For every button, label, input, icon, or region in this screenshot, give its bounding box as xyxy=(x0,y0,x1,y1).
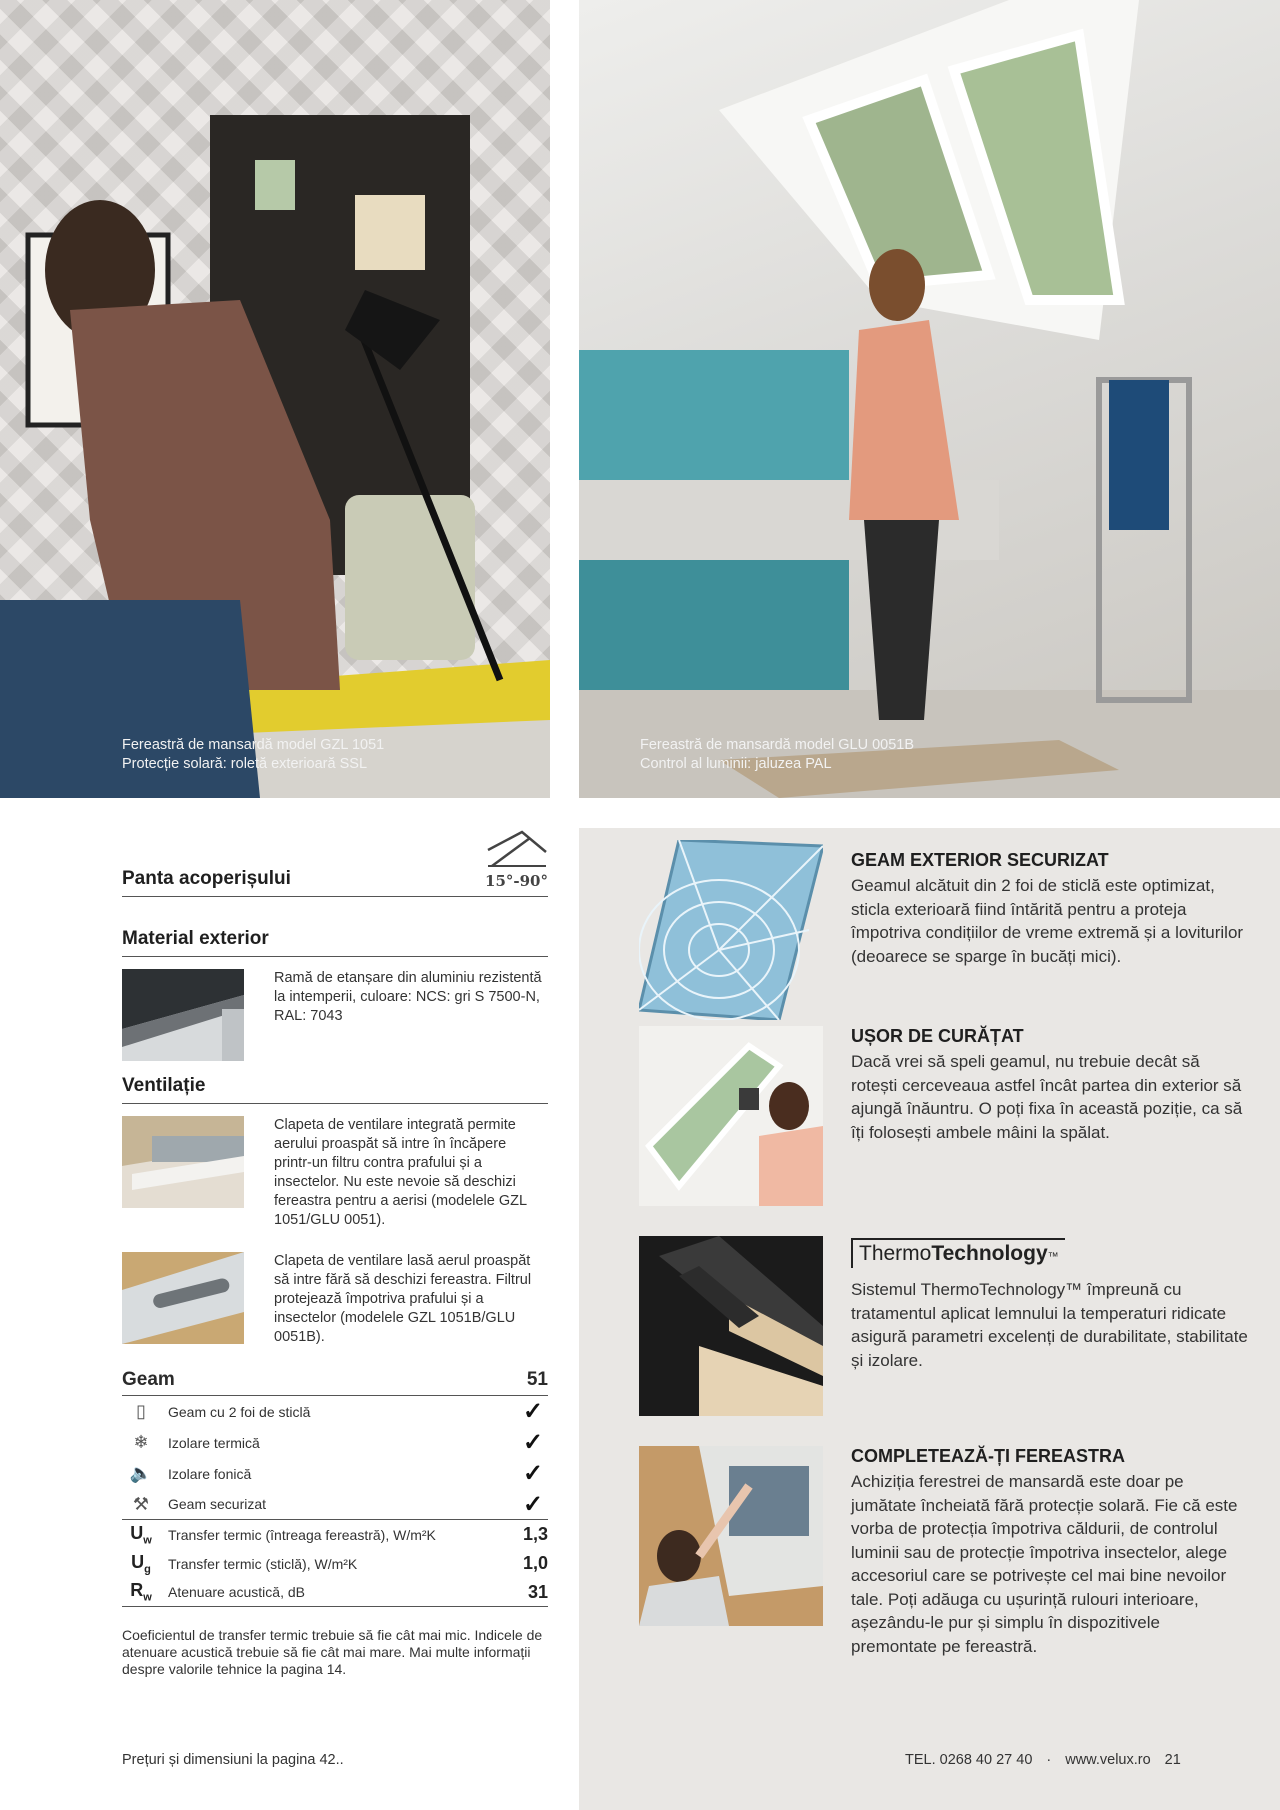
ventilation-text-2: Clapeta de ventilare lasă aerul proaspăt să intre fără să deschizi fereastra. Filtrul protejează împotriva prafului și a insectelor (modelele GZL 1051B/GLU 0051B). xyxy=(274,1253,532,1345)
ventilation-text-1: Clapeta de ventilare integrată permite aerului proaspăt să intre în încăpere printr-un filtru contra prafului și a insectelor. Nu este nevoie să deschizi fereastra pentru a aerisi (modelele GZL 1051/GLU 0051). xyxy=(274,1117,527,1228)
roof-slope-header xyxy=(122,868,548,897)
check-icon: ✓ xyxy=(522,1460,544,1487)
complete-window-title: COMPLETEAZĂ-ȚI FEREASTRA xyxy=(851,1446,1125,1466)
material-section xyxy=(122,928,548,1061)
footer-website-link[interactable]: www.velux.ro xyxy=(1065,1752,1151,1768)
photo-left-caption-line1: Fereastră de mansardă model GZL 1051 xyxy=(122,737,385,753)
material-title: Material exterior xyxy=(122,928,548,957)
check-icon: ✓ xyxy=(522,1490,544,1518)
ventilation-thumbnail-1 xyxy=(122,1116,244,1208)
safety-glass-content xyxy=(851,840,1249,1020)
roof-slope-icon xyxy=(486,830,548,868)
photo-woman-in-bathroom xyxy=(579,0,1280,798)
glass-feature-row xyxy=(122,1427,548,1458)
glass-feature-label: Geam cu 2 foi de sticlă xyxy=(168,1403,311,1420)
glass-feature-row xyxy=(122,1458,548,1489)
glass-feature-label: Izolare termică xyxy=(168,1434,260,1451)
footer-page-number: 21 xyxy=(1164,1752,1181,1768)
footer-prices-note: Prețuri și dimensiuni la pagina 42.. xyxy=(122,1752,344,1768)
roof-slope-title: Panta acoperișului xyxy=(122,868,291,889)
footer-phone: TEL. 0268 40 27 40 xyxy=(905,1752,1033,1768)
complete-window-image xyxy=(639,1446,823,1626)
easy-cleaning-title: UȘOR DE CURĂȚAT xyxy=(851,1026,1024,1046)
ventilation-row-1 xyxy=(122,1116,548,1230)
thermo-logo-tm: ™ xyxy=(1047,1251,1059,1263)
check-icon: ✓ xyxy=(522,1429,544,1456)
photo-right-illustration xyxy=(579,0,1280,798)
value-label: Transfer termic (întreaga fereastră), W/m²K xyxy=(168,1526,436,1543)
safety-glass-image xyxy=(639,840,823,1020)
value-symbol-subscript: w xyxy=(143,1591,152,1604)
value-symbol xyxy=(122,1523,160,1547)
feature-easy-cleaning xyxy=(639,1026,1249,1206)
complete-window-content xyxy=(851,1446,1249,1658)
ventilation-title: Ventilație xyxy=(122,1075,548,1104)
value-symbol-subscript: g xyxy=(144,1563,151,1576)
footer-contact xyxy=(905,1752,1181,1768)
double-glass-icon: ▯ xyxy=(136,1401,146,1421)
feature-complete-window xyxy=(639,1446,1249,1658)
photo-right-caption-line1: Fereastră de mansardă model GLU 0051B xyxy=(640,737,915,753)
value-symbol-subscript: w xyxy=(143,1534,152,1547)
photo-left-illustration xyxy=(0,0,550,798)
complete-window-text: Achiziția ferestrei de mansardă este doar pe jumătate încheiată fără protecție solară. Fie că este vorba de protecția împotriva căldurii, de controlul luminii sau de protecție împotriva insectelor, alege accesoriul care se potrivește cel mai bine nevoilor tale. Poți adăuga cu ușurință rulouri interioare, așezându-le pur și simplu în dispozitivele premontate pe fereastră. xyxy=(851,1472,1238,1656)
value-number: 31 xyxy=(527,1581,548,1602)
glass-note: Coeficientul de transfer termic trebuie să fie cât mai mic. Indicele de atenuare acustică trebuie să fie cât mai mare. Mai multe informații despre valorile tehnice la pagina 14. xyxy=(122,1627,543,1677)
glass-feature-row xyxy=(122,1489,548,1520)
material-thumbnail xyxy=(122,969,244,1061)
photo-left-caption-line2: Protecție solară: roletă exterioară SSL xyxy=(122,756,368,772)
glass-feature-row xyxy=(122,1396,548,1427)
thermo-technology-logo xyxy=(851,1238,1065,1268)
value-symbol-letter: U xyxy=(130,1522,144,1543)
photo-man-at-desk xyxy=(0,0,550,798)
glass-title: Geam xyxy=(122,1369,175,1390)
photo-left-caption xyxy=(122,736,384,774)
value-label: Transfer termic (sticlă), W/m²K xyxy=(168,1555,358,1572)
thermo-technology-content xyxy=(851,1236,1249,1416)
value-number: 1,0 xyxy=(522,1553,548,1573)
glass-code: 51 xyxy=(526,1369,548,1390)
speaker-icon: 🔈 xyxy=(129,1463,153,1483)
easy-cleaning-image xyxy=(639,1026,823,1206)
glass-feature-label: Izolare fonică xyxy=(168,1465,252,1482)
thermo-technology-image xyxy=(639,1236,823,1416)
easy-cleaning-content xyxy=(851,1026,1249,1206)
roof-slope-section xyxy=(122,820,548,900)
thermo-logo-part1: Thermo xyxy=(859,1242,932,1265)
value-symbol xyxy=(122,1580,160,1604)
glass-feature-label: Geam securizat xyxy=(168,1496,267,1512)
snowflake-icon: ❄ xyxy=(133,1432,149,1452)
value-symbol-letter: U xyxy=(131,1551,145,1572)
glass-header xyxy=(122,1369,548,1396)
thermo-technology-text: Sistemul ThermoTechnology™ împreună cu tratamentul aplicat lemnului la temperaturi ridicate asigură parametri excelenți de durabilitate, stabilitate și izolare. xyxy=(851,1280,1248,1370)
features-panel xyxy=(579,828,1280,1810)
feature-thermo-technology xyxy=(639,1236,1249,1416)
glass-value-row xyxy=(122,1578,548,1607)
value-number: 1,3 xyxy=(522,1524,548,1544)
value-label: Atenuare acustică, dB xyxy=(168,1584,305,1600)
hammer-icon: ⚒ xyxy=(132,1493,150,1514)
thermo-logo-part2: Technology xyxy=(931,1242,1048,1265)
footer-separator: · xyxy=(1046,1752,1052,1768)
photo-right-caption-line2: Control al luminii: jaluzea PAL xyxy=(640,756,832,772)
safety-glass-title: GEAM EXTERIOR SECURIZAT xyxy=(851,850,1109,870)
glass-section xyxy=(122,1369,548,1678)
roof-slope-value: 15°-90° xyxy=(485,872,548,890)
glass-value-row xyxy=(122,1520,548,1549)
value-symbol xyxy=(122,1552,160,1576)
glass-value-row xyxy=(122,1549,548,1578)
ventilation-row-2 xyxy=(122,1252,548,1347)
ventilation-section xyxy=(122,1075,548,1347)
ventilation-thumbnail-2 xyxy=(122,1252,244,1344)
specs-column xyxy=(122,820,548,1678)
photo-right-caption xyxy=(640,736,914,774)
material-row xyxy=(122,969,548,1061)
value-symbol-letter: R xyxy=(130,1580,144,1601)
easy-cleaning-text: Dacă vrei să speli geamul, nu trebuie decât să rotești cerceveaua astfel încât partea din exterior să ajungă înăuntru. O poți fixa în această poziție, ca să îți folosești ambele mâini la spălat. xyxy=(851,1052,1243,1142)
safety-glass-text: Geamul alcătuit din 2 foi de sticlă este optimizat, sticla exterioară fiind întărită pentru a proteja împotriva condițiilor de vreme extremă și a loviturilor (deoarece se sparge în bucăți mici). xyxy=(851,876,1244,966)
material-text: Ramă de etanșare din aluminiu rezistentă la intemperii, culoare: NCS: gri S 7500-N, RAL: 7043 xyxy=(274,970,542,1024)
check-icon: ✓ xyxy=(522,1398,544,1425)
feature-safety-glass xyxy=(639,840,1249,1020)
